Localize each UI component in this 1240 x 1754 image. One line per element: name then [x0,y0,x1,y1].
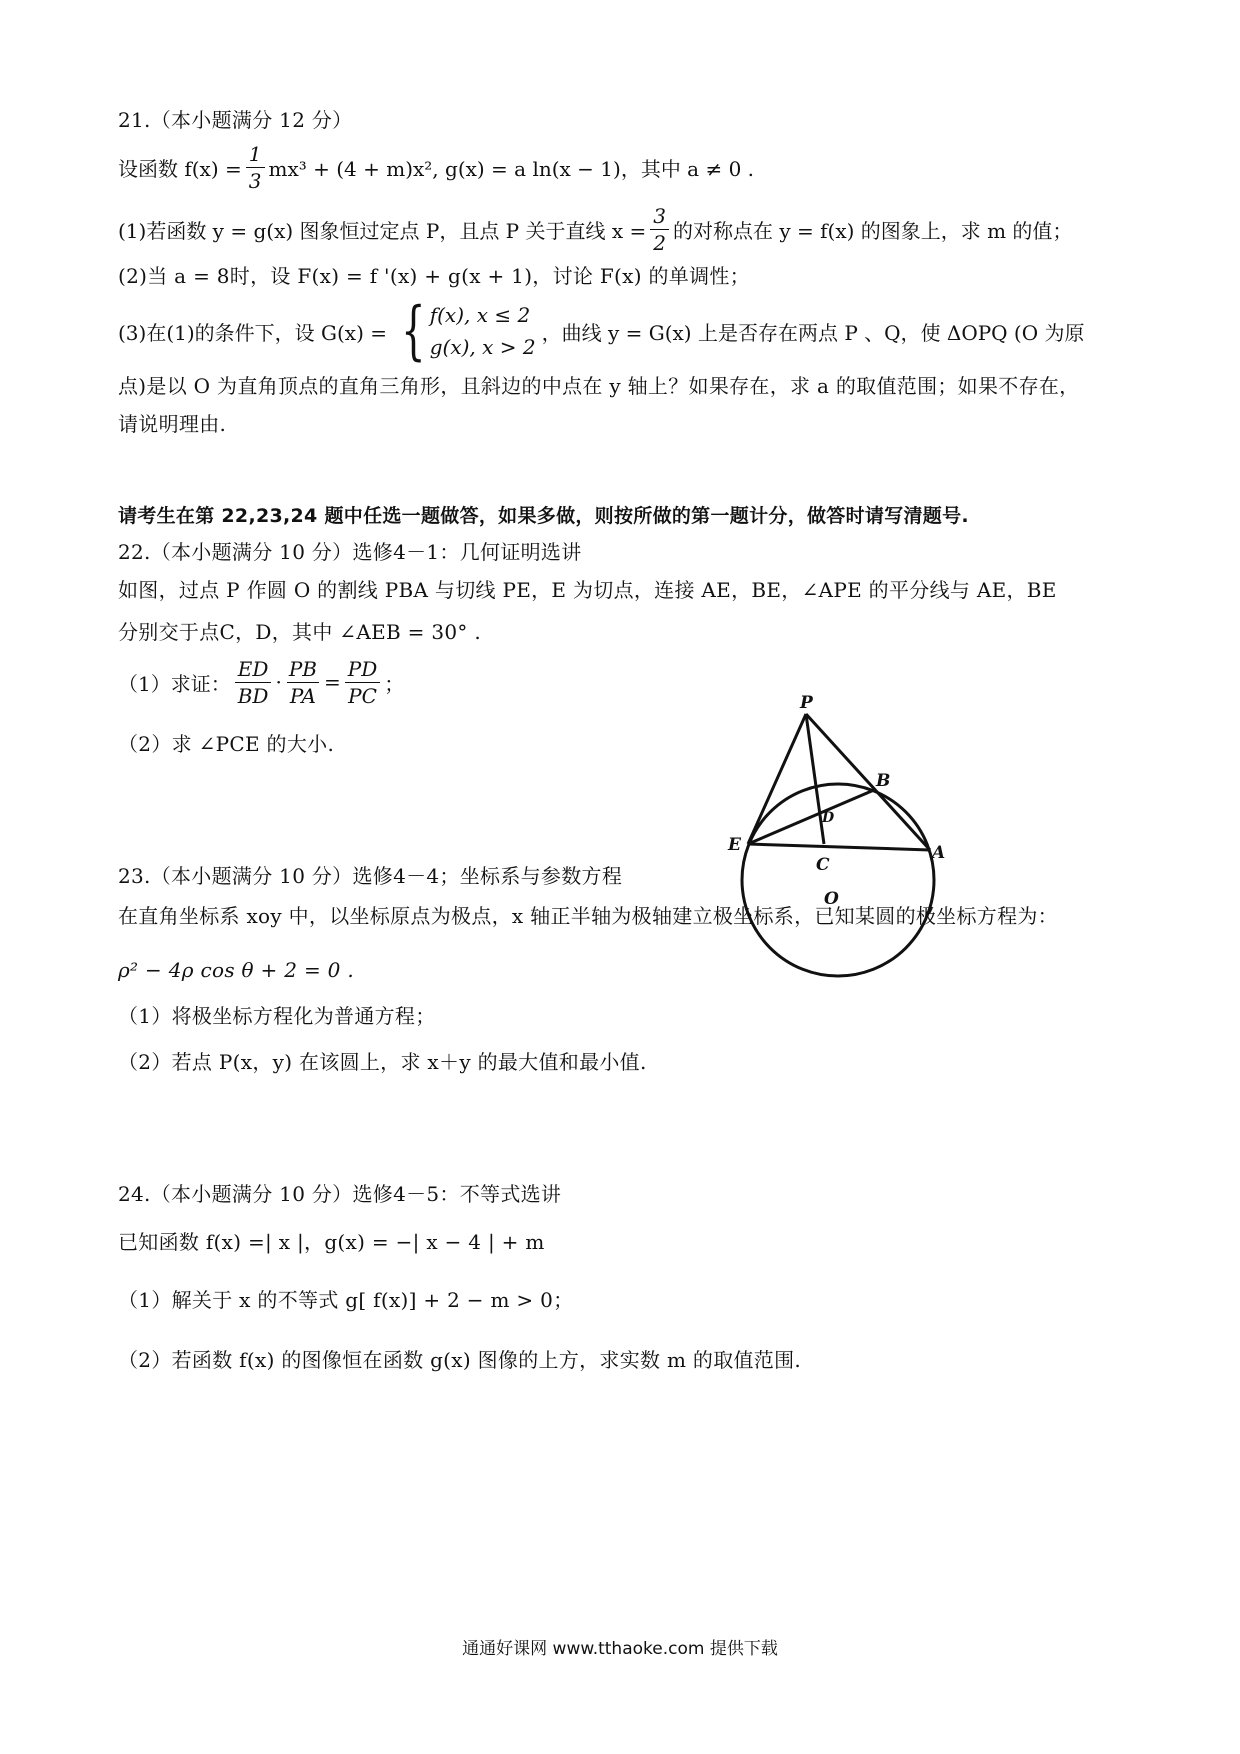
q22-text1: 如图，过点 P 作圆 O 的割线 PBA 与切线 PE，E 为切点，连接 AE，BE，∠APE 的平分线与 AE，BE [118,578,1057,602]
fraction-ed-bd: $\frac{ED}{BD}$ [235,656,272,709]
q21-case-2: g(x), x > 2 [429,335,536,359]
q22-text2: 分别交于点C，D，其中 ∠AEB = 30° . [118,620,482,644]
q24-title: 24.（本小题满分 10 分）选修4－5：不等式选讲 [118,1182,562,1206]
label-a: A [932,843,946,863]
q21-intro-a: 设函数 f(x) = [118,156,242,181]
circle-geometry-figure [718,690,950,980]
choice-notice: 请考生在第 22,23,24 题中任选一题做答，如果多做，则按所做的第一题计分，做答时请写清题号. [118,505,969,527]
fraction-pb-pa: $\frac{PB}{PA}$ [288,656,317,708]
chord-ae [748,844,930,850]
q24-part2: （2）若函数 f(x) 的图像恒在函数 g(x) 图像的上方，求实数 m 的取值范围. [118,1348,802,1372]
q22-part2: （2）求 ∠PCE 的大小. [118,732,335,756]
q21-fraction-one-third: $\frac{1}{3}$ [246,141,265,194]
q23-part2: （2）若点 P(x，y) 在该圆上，求 x＋y 的最大值和最小值. [118,1050,647,1074]
q21-piecewise [393,294,536,368]
label-e: E [728,835,741,855]
label-b: B [876,771,891,791]
q24-text1: 已知函数 f(x) =| x |，g(x) = −| x − 4 | + m [118,1230,545,1254]
page-footer: 通通好课网 www.tthaoke.com 提供下载 [462,1639,778,1659]
q21-part1: (1)若函数 y = g(x) 图象恒过定点 P，且点 P 关于直线 x = $\frac{3}{2}$ 的对称点在 y = f(x) 的图象上，求 m 的值； [118,203,1073,255]
left-brace-icon: { [401,294,426,368]
q21-part2: (2)当 a = 8时，设 F(x) = f '(x) + g(x + 1)，讨论 F(x) 的单调性； [118,264,750,288]
q23-part1: （1）将极坐标方程化为普通方程； [118,1004,436,1028]
q23-equation: ρ² − 4ρ cos θ + 2 = 0 . [118,958,355,982]
q21-fraction-three-halves: $\frac{3}{2}$ [650,203,669,256]
label-d: D [822,810,835,826]
q22-part1: （1）求证： $\frac{ED}{BD}$ · $\frac{PB}{PA}$ = $\frac{PD}{PC}$ ； [118,656,405,708]
q21-intro-b: mx³ + (4 + m)x², g(x) = a ln(x − 1)，其中 a ≠ 0 . [268,156,755,181]
q21-title: 21.（本小题满分 12 分） [118,108,353,132]
q24-part1: （1）解关于 x 的不等式 g[ f(x)] + 2 − m > 0； [118,1288,574,1312]
q21-part3-end: 请说明理由. [118,412,227,436]
label-c: C [816,855,830,875]
q23-title: 23.（本小题满分 10 分）选修4－4；坐标系与参数方程 [118,864,623,888]
label-o: O [824,889,839,909]
q21-case-1: f(x), x ≤ 2 [429,303,531,327]
q22-title: 22.（本小题满分 10 分）选修4－1：几何证明选讲 [118,540,582,564]
secant-pba [806,714,930,850]
q21-part3: (3)在(1)的条件下，设 G(x) = { f(x), x ≤ 2 g(x), x > 2 ，曲线 y = G(x) 上是否存在两点 P 、Q，使 ΔOPQ (O 为原 [118,294,1085,368]
label-p: P [800,693,813,713]
circle-o [742,784,934,976]
fraction-pd-pc: $\frac{PD}{PC}$ [345,656,381,709]
q21-part3-cont: 点)是以 O 为直角顶点的直角三角形，且斜边的中点在 y 轴上？如果存在，求 a 的取值范围；如果不存在， [118,374,1080,398]
q23-text1: 在直角坐标系 xoy 中，以坐标原点为极点，x 轴正半轴为极轴建立极坐标系，已知某圆的极坐标方程为： [118,904,1058,928]
q21-intro [118,140,754,194]
